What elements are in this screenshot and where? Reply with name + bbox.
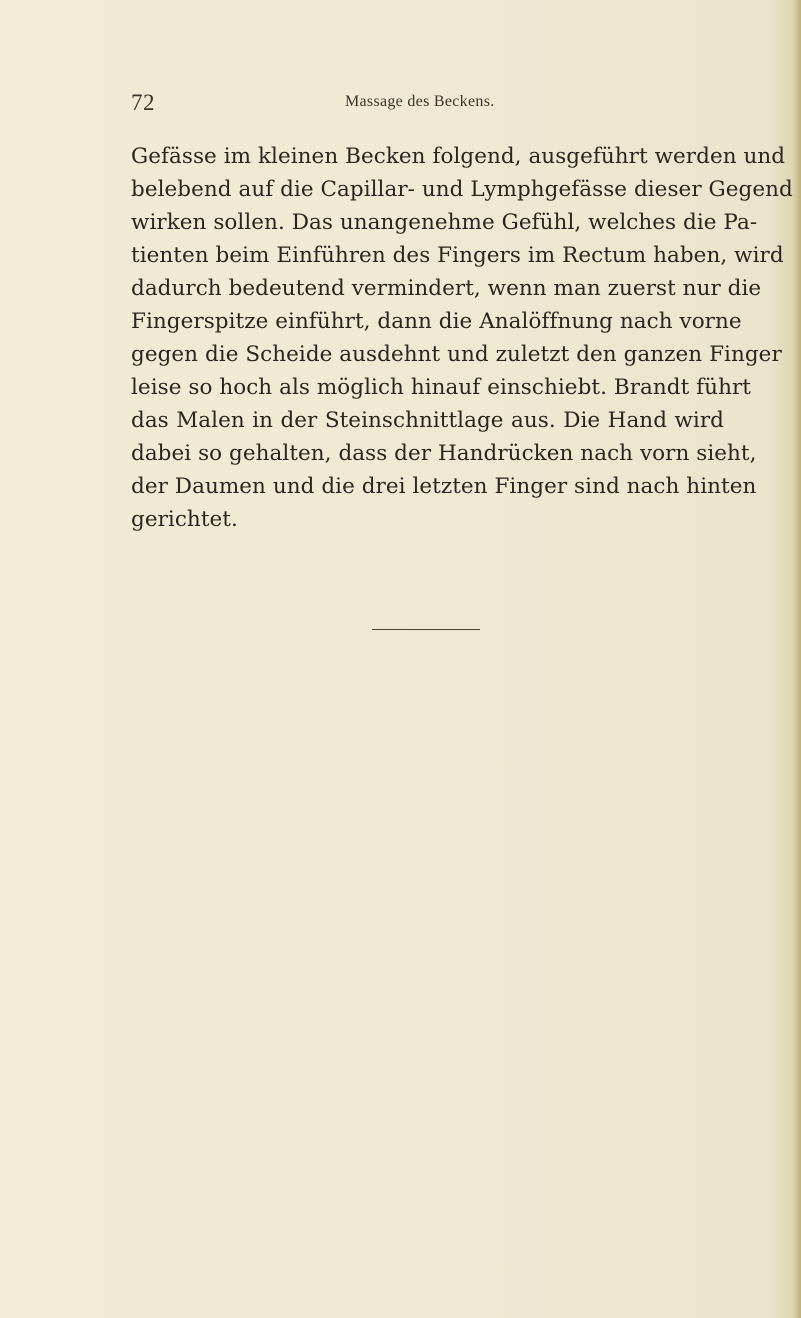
text-line: gerichtet. xyxy=(131,507,238,532)
text-line: leise so hoch als möglich hinauf einschiebt. Brandt führt xyxy=(131,375,751,400)
page-header xyxy=(131,90,721,116)
text-line: dadurch bedeutend vermindert, wenn man zuerst nur die xyxy=(131,276,762,301)
page-number: 72 xyxy=(131,90,155,115)
text-line: tienten beim Einführen des Fingers im Rectum haben, wird xyxy=(131,243,784,268)
text-line: gegen die Scheide ausdehnt und zuletzt den ganzen Finger xyxy=(131,342,782,367)
text-line: der Daumen und die drei letzten Finger sind nach hinten xyxy=(131,474,757,499)
running-head: Massage des Beckens. xyxy=(345,93,495,110)
page-edge-shadow xyxy=(793,0,801,1318)
body-paragraph xyxy=(131,140,793,536)
text-line: wirken sollen. Das unangenehme Gefühl, welches die Pa- xyxy=(131,210,758,235)
text-line: belebend auf die Capillar- und Lymphgefässe dieser Gegend xyxy=(131,177,793,202)
text-line: das Malen in der Steinschnittlage aus. Die Hand wird xyxy=(131,408,724,433)
text-line: Fingerspitze einführt, dann die Analöffnung nach vorne xyxy=(131,309,742,334)
section-divider xyxy=(372,629,480,630)
text-line: Gefässe im kleinen Becken folgend, ausgeführt werden und xyxy=(131,144,786,169)
text-line: dabei so gehalten, dass der Handrücken nach vorn sieht, xyxy=(131,441,757,466)
